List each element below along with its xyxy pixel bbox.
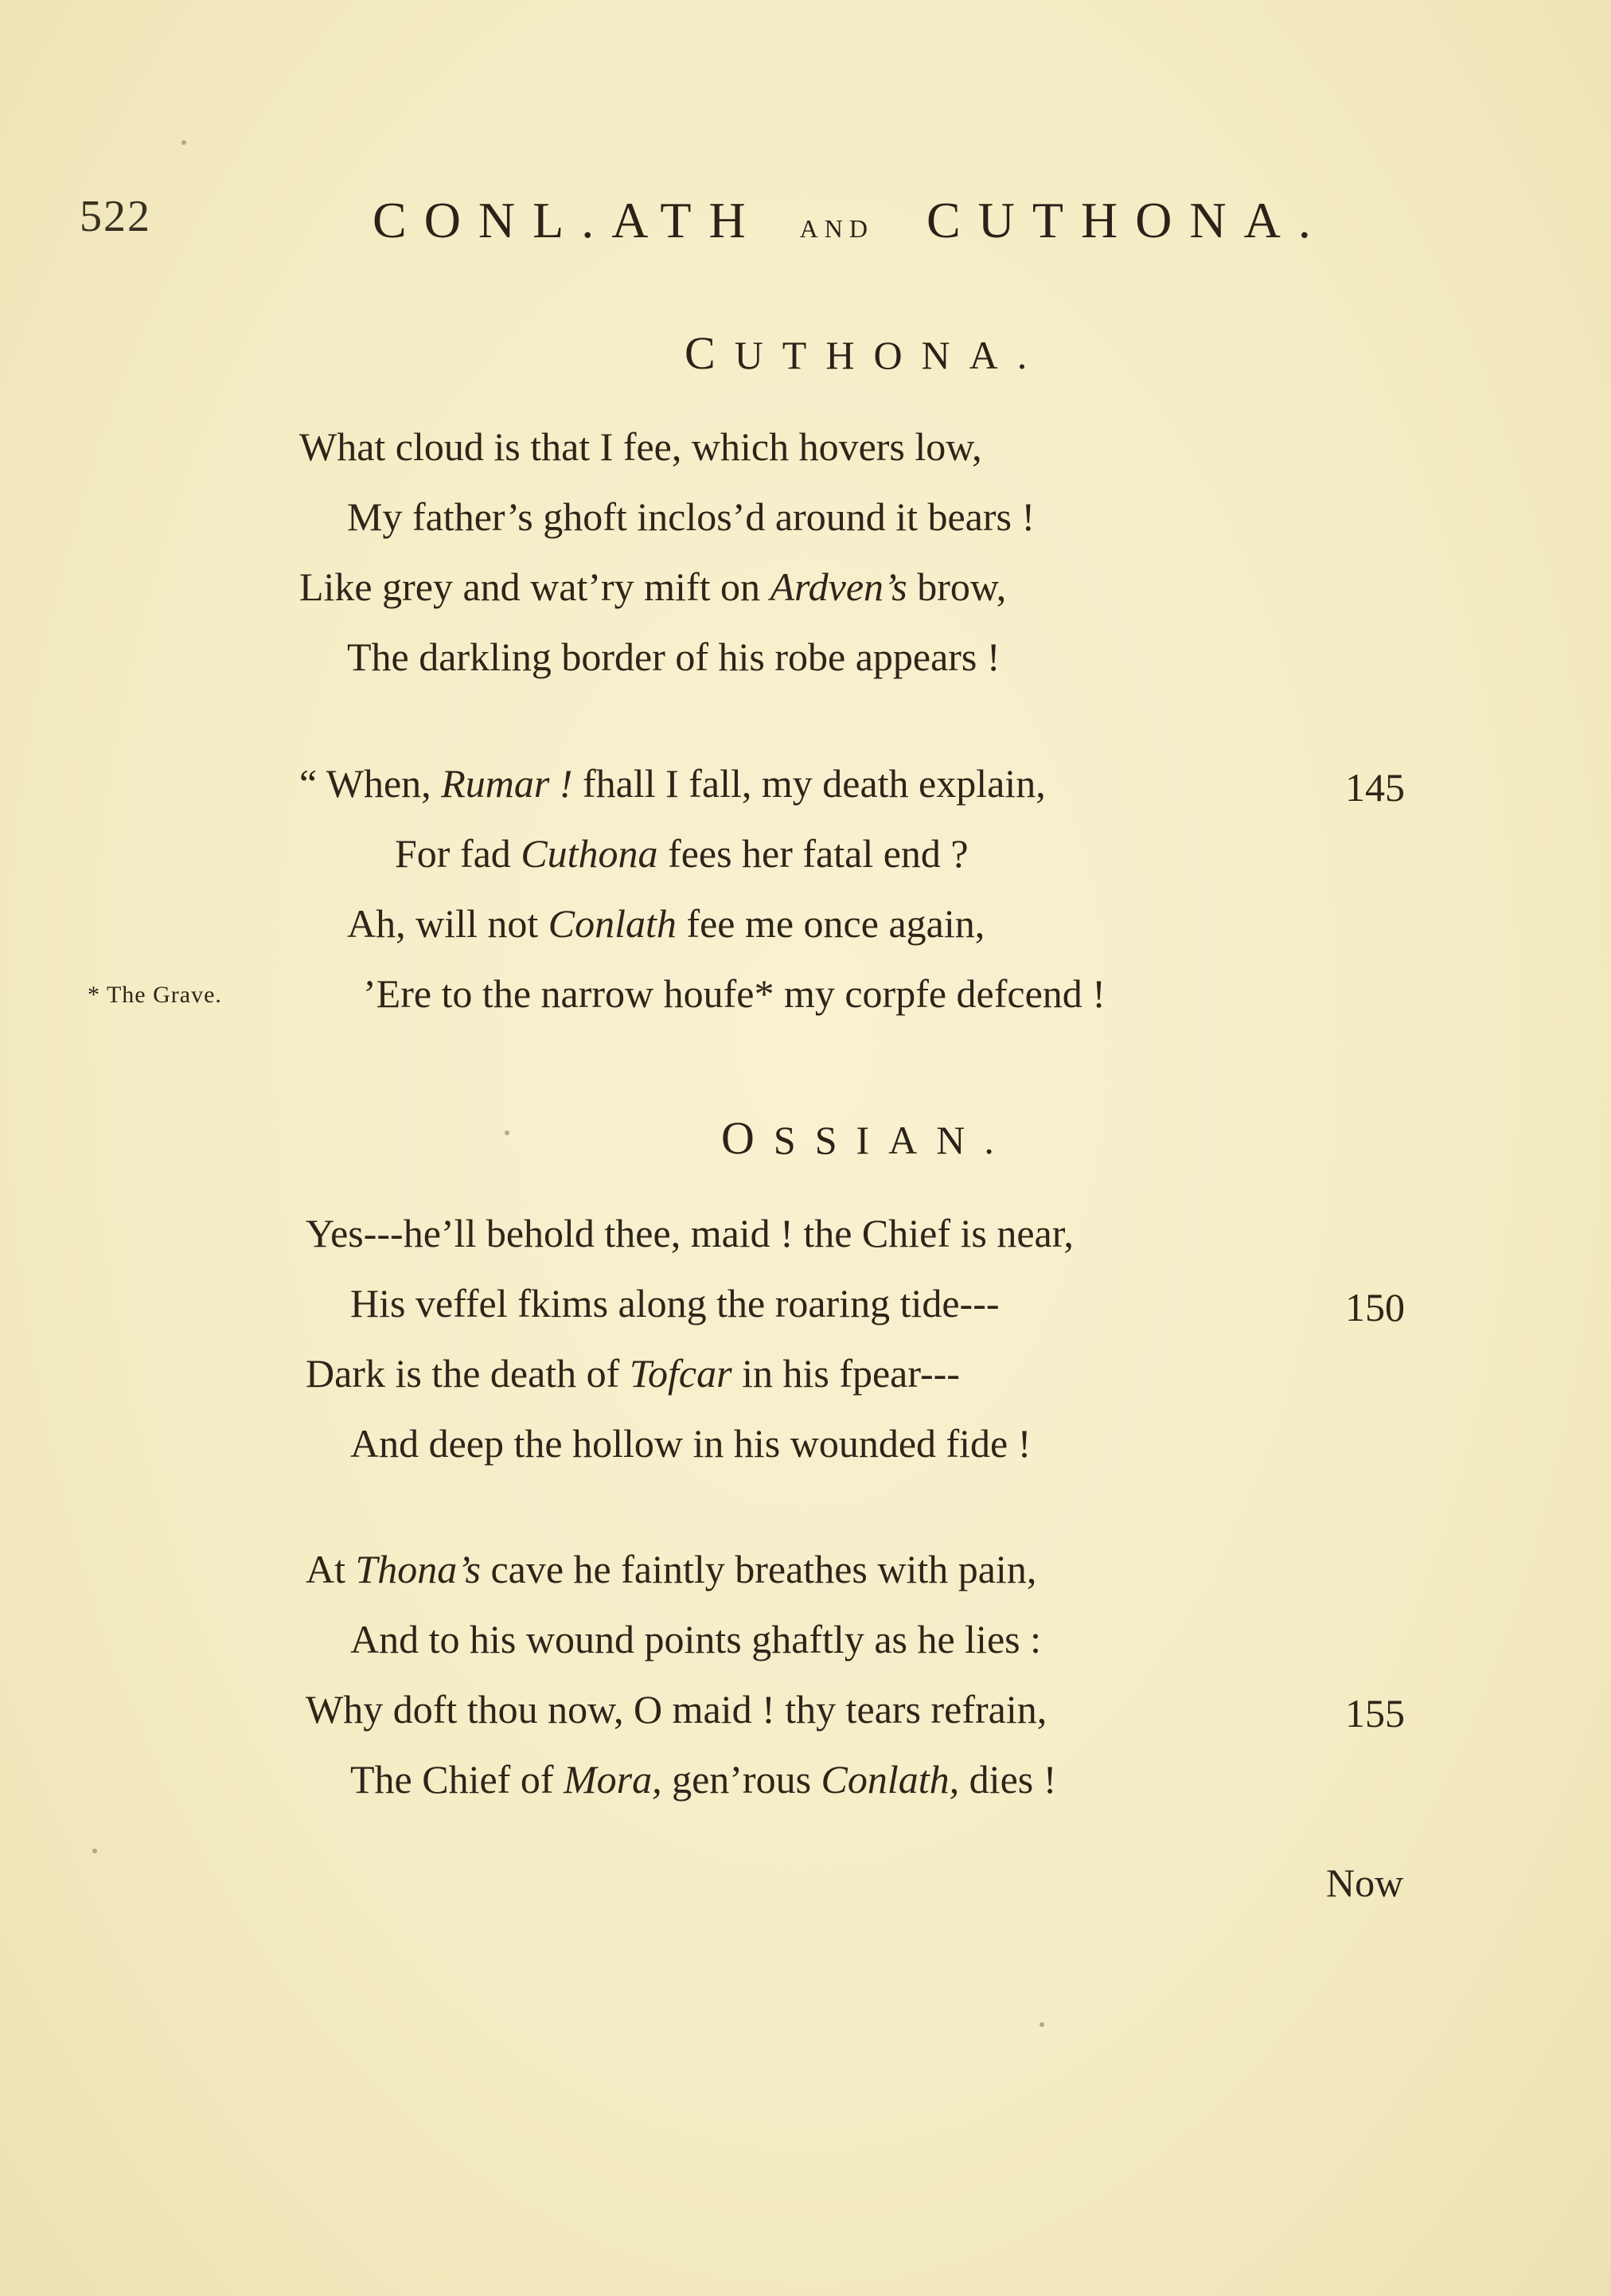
verse-line xyxy=(306,1546,1036,1592)
speaker-initial: C xyxy=(685,327,735,379)
verse-text: dies ! xyxy=(959,1757,1057,1802)
speaker-initial: O xyxy=(721,1112,774,1164)
verse-text: Why doft thou now, O maid ! thy tears refrain, xyxy=(306,1687,1047,1732)
verse-line xyxy=(299,564,1006,610)
verse-line xyxy=(350,1616,1041,1662)
italic-name: Conlath, xyxy=(821,1757,960,1802)
verse-line xyxy=(350,1280,1000,1326)
line-number: 145 xyxy=(1345,765,1405,810)
italic-name: Ardven’s xyxy=(770,564,907,609)
italic-name: Cuthona xyxy=(521,831,658,876)
verse-line xyxy=(347,900,985,947)
verse-text: His veffel fkims along the roaring tide--- xyxy=(350,1281,1000,1326)
verse-text: fee me once again, xyxy=(676,901,985,946)
line-number: 155 xyxy=(1345,1691,1405,1736)
line-number: 150 xyxy=(1345,1285,1405,1330)
verse-text: brow, xyxy=(907,564,1007,609)
verse-line xyxy=(350,1420,1031,1466)
italic-name: Tofcar xyxy=(629,1351,732,1396)
verse-text: Like grey and wat’ry mift on xyxy=(299,564,770,609)
speaker-heading-ossian xyxy=(721,1111,1013,1165)
speaker-name-rest: UTHONA. xyxy=(734,333,1047,377)
verse-line xyxy=(306,1686,1047,1732)
verse-text: ’Ere to the narrow houfe* my corpfe defcend ! xyxy=(363,971,1106,1016)
verse-text: Yes---he’ll behold thee, maid ! the Chief is near, xyxy=(306,1211,1074,1255)
verse-text: And deep the hollow in his wounded fide ! xyxy=(350,1421,1032,1466)
verse-text: “ When, xyxy=(299,761,442,806)
italic-name: Thona’s xyxy=(355,1547,481,1591)
running-title-left: CONL.ATH xyxy=(373,192,763,248)
italic-name: Mora, xyxy=(563,1757,662,1802)
paper-speck xyxy=(505,1130,509,1135)
verse-line xyxy=(299,760,1046,806)
verse-text: And to his wound points ghaftly as he lies : xyxy=(350,1617,1041,1661)
paper-speck xyxy=(1040,2022,1044,2027)
verse-text: cave he faintly breathes with pain, xyxy=(480,1547,1037,1591)
verse-line xyxy=(306,1210,1074,1256)
verse-text: What cloud is that I fee, which hovers low, xyxy=(299,424,982,469)
running-title xyxy=(373,191,1328,250)
catchword: Now xyxy=(1326,1861,1404,1905)
verse-text: fhall I fall, my death explain, xyxy=(572,761,1046,806)
verse-line xyxy=(299,424,982,470)
footnote-margin: * The Grave. xyxy=(88,982,222,1008)
running-title-and: AND xyxy=(799,214,874,243)
verse-text: At xyxy=(306,1547,356,1591)
paper-speck xyxy=(181,140,186,145)
verse-line xyxy=(350,1756,1056,1802)
verse-text: My father’s ghoft inclos’d around it bears ! xyxy=(347,494,1036,539)
running-title-right: CUTHONA. xyxy=(926,192,1328,248)
verse-text: in his fpear--- xyxy=(731,1351,960,1396)
italic-name: Conlath xyxy=(548,901,677,946)
page-number: 522 xyxy=(80,192,151,241)
verse-line xyxy=(363,970,1106,1017)
verse-text: For fad xyxy=(395,831,521,876)
verse-line xyxy=(306,1350,960,1396)
verse-line xyxy=(347,494,1035,540)
verse-text: Dark is the death of xyxy=(306,1351,630,1396)
verse-text: The Chief of xyxy=(350,1757,564,1802)
verse-line xyxy=(347,634,1001,680)
verse-text: Ah, will not xyxy=(347,901,548,946)
verse-line xyxy=(395,830,969,877)
paper-speck xyxy=(92,1849,97,1853)
speaker-heading-cuthona xyxy=(685,326,1046,380)
italic-name: Rumar ! xyxy=(441,761,573,806)
speaker-name-rest: SSIAN. xyxy=(773,1118,1013,1162)
verse-text: The darkling border of his robe appears ! xyxy=(347,635,1001,679)
verse-text: fees her fatal end ? xyxy=(657,831,969,876)
verse-text: gen’rous xyxy=(661,1757,821,1802)
